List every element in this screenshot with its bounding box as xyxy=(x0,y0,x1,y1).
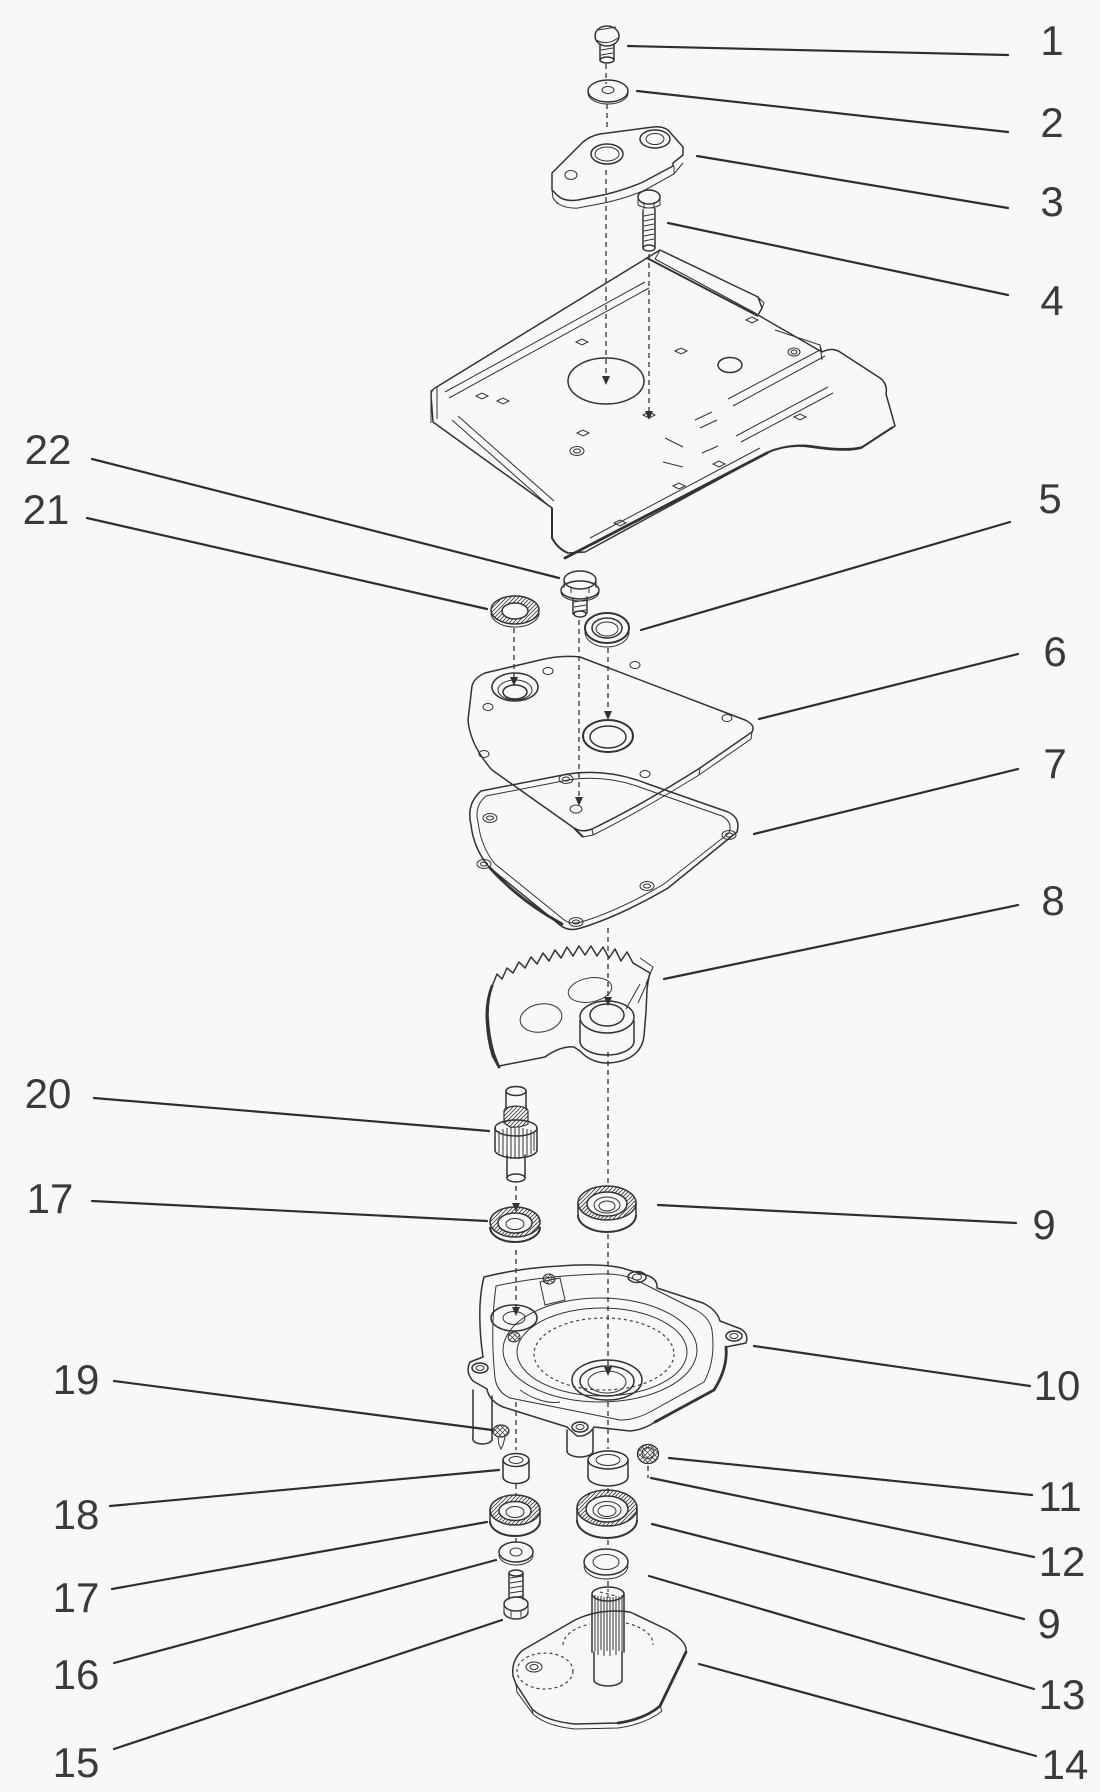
callout-9-upper: 9 xyxy=(1032,1201,1056,1248)
leader-16 xyxy=(114,1560,496,1663)
part-5-seal xyxy=(585,613,629,647)
part-16-washer xyxy=(499,1542,533,1565)
callout-17-lower: 17 xyxy=(52,1574,100,1621)
callout-20: 20 xyxy=(24,1070,72,1117)
callout-5: 5 xyxy=(1038,475,1062,522)
part-1-bolt xyxy=(595,26,619,63)
leader-19 xyxy=(114,1381,492,1430)
callout-labels xyxy=(23,17,1089,1788)
part-4-bolt xyxy=(638,190,660,251)
leader-lines xyxy=(87,46,1036,1756)
part-2-washer xyxy=(588,80,628,104)
part-19-screw xyxy=(493,1425,509,1449)
leader-17-upper xyxy=(92,1201,487,1221)
part-11-nut xyxy=(638,1445,659,1464)
part-14-base-plate xyxy=(513,1587,686,1729)
leader-5 xyxy=(641,522,1010,630)
callout-4: 4 xyxy=(1040,277,1064,324)
leader-20 xyxy=(94,1098,489,1131)
leader-18 xyxy=(110,1470,499,1506)
leader-9-upper xyxy=(658,1205,1016,1223)
leader-7 xyxy=(754,769,1018,834)
part-20-pinion-shaft xyxy=(495,1087,537,1183)
callout-17-upper: 17 xyxy=(26,1175,74,1222)
leader-2 xyxy=(637,91,1008,132)
callout-21: 21 xyxy=(22,486,70,533)
seat-plate xyxy=(431,250,895,558)
callout-22: 22 xyxy=(24,426,72,473)
leader-11 xyxy=(669,1458,1032,1495)
callout-8: 8 xyxy=(1041,877,1065,924)
part-17-bearing-upper xyxy=(490,1207,540,1242)
leader-21 xyxy=(87,518,487,609)
leader-1 xyxy=(628,46,1008,55)
callout-1: 1 xyxy=(1040,17,1064,64)
part-12-spacer xyxy=(588,1451,628,1486)
part-9-bearing-upper xyxy=(578,1186,636,1232)
leader-15 xyxy=(114,1620,502,1749)
callout-2: 2 xyxy=(1040,99,1064,146)
leader-14 xyxy=(699,1664,1036,1756)
callout-7: 7 xyxy=(1043,740,1067,787)
callout-16: 16 xyxy=(52,1651,100,1698)
callout-11: 11 xyxy=(1038,1473,1082,1520)
part-6-cover-plate xyxy=(468,656,753,837)
callout-6: 6 xyxy=(1043,628,1067,675)
part-18-bushing xyxy=(503,1454,529,1484)
leader-8 xyxy=(664,905,1018,979)
leader-4 xyxy=(668,223,1008,295)
callout-14: 14 xyxy=(1041,1741,1089,1788)
part-21-bushing xyxy=(491,596,539,627)
part-15-bolt xyxy=(504,1570,528,1619)
part-7-gasket xyxy=(470,772,738,929)
leader-9-lower xyxy=(652,1524,1024,1619)
leader-13 xyxy=(649,1576,1034,1689)
leader-3 xyxy=(697,156,1008,208)
callout-15: 15 xyxy=(52,1739,100,1786)
part-3-mount-bracket xyxy=(552,127,683,208)
part-22-flange-bolt xyxy=(561,571,599,617)
part-9-bearing-lower xyxy=(577,1490,637,1538)
part-13-washer xyxy=(584,1549,628,1579)
leader-10 xyxy=(754,1346,1030,1386)
part-17-bearing-lower xyxy=(490,1495,540,1536)
callout-18: 18 xyxy=(52,1491,100,1538)
part-8-sector-gear xyxy=(487,946,653,1067)
callout-3: 3 xyxy=(1040,178,1064,225)
callout-12: 12 xyxy=(1038,1538,1086,1585)
leader-22 xyxy=(92,459,559,578)
leader-6 xyxy=(759,654,1018,719)
leader-17-lower xyxy=(112,1522,487,1589)
callout-9-lower: 9 xyxy=(1037,1600,1061,1647)
callout-19: 19 xyxy=(52,1356,100,1403)
callout-10: 10 xyxy=(1033,1362,1081,1409)
callout-13: 13 xyxy=(1038,1671,1086,1718)
